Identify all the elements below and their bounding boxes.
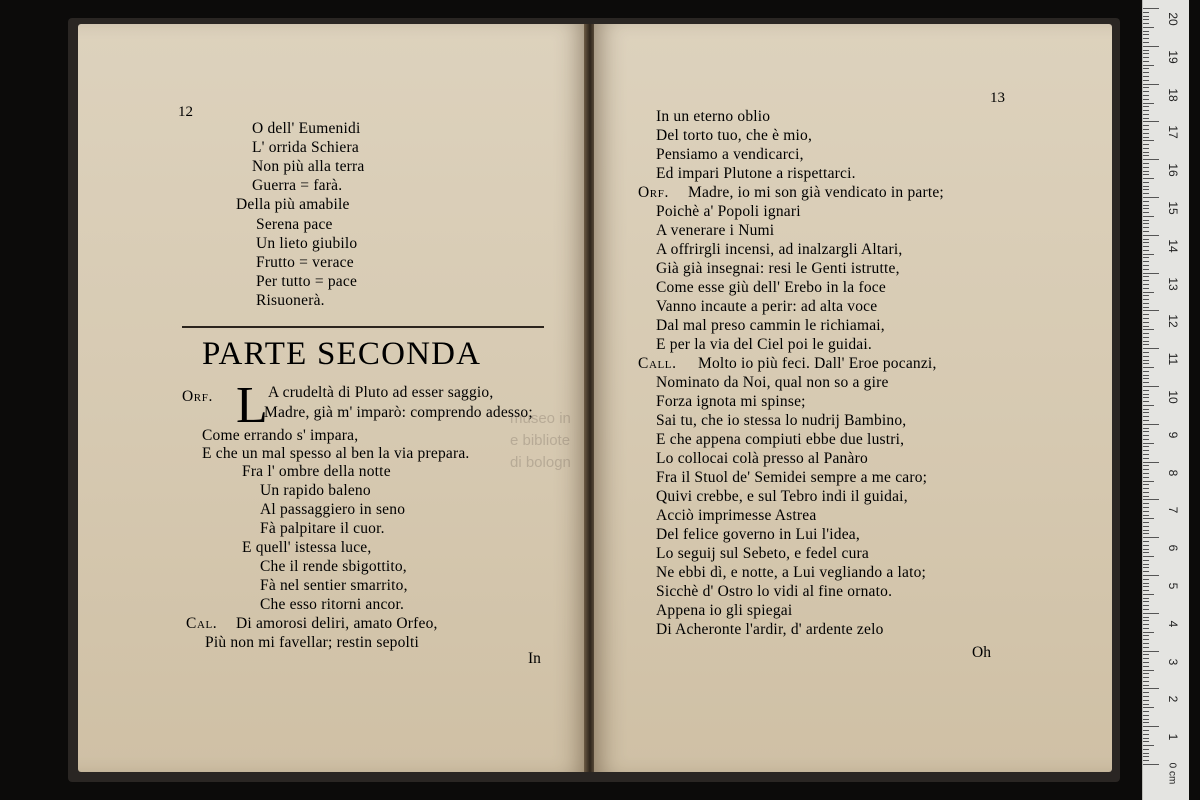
ruler-tick: [1143, 386, 1159, 387]
ruler-tick: [1143, 753, 1149, 754]
ruler-tick: [1143, 454, 1149, 455]
ruler-tick: [1143, 450, 1149, 451]
body-line: Più non mi favellar; restin sepolti: [205, 634, 420, 651]
ruler-tick: [1143, 223, 1149, 224]
ruler-tick: [1143, 654, 1149, 655]
ruler-tick: [1143, 292, 1154, 293]
ruler-tick: [1143, 446, 1149, 447]
ruler-label: 9: [1166, 431, 1180, 439]
ruler-label: 0 cm: [1166, 762, 1178, 785]
ruler-tick: [1143, 499, 1159, 500]
ruler-tick: [1143, 95, 1149, 96]
ruler-tick: [1143, 295, 1149, 296]
ruler-label: 8: [1166, 469, 1180, 476]
ruler-tick: [1143, 68, 1149, 69]
ruler-tick: [1143, 628, 1149, 629]
ruler-tick: [1143, 344, 1149, 345]
body-line: Al passaggiero in seno: [260, 501, 406, 518]
ruler-tick: [1143, 484, 1149, 485]
ruler-tick: [1143, 118, 1149, 119]
library-watermark: [510, 408, 571, 474]
ruler-tick: [1143, 167, 1149, 168]
ruler-tick: [1143, 307, 1149, 308]
ruler-tick: [1143, 401, 1149, 402]
ruler-tick: [1143, 443, 1154, 444]
ruler-tick: [1143, 730, 1149, 731]
ruler-tick: [1143, 375, 1149, 376]
ruler-label: 16: [1166, 163, 1180, 177]
ruler-tick: [1143, 424, 1159, 425]
watermark-line: di bologn: [510, 454, 571, 471]
ruler-label: 18: [1166, 87, 1180, 102]
ruler-tick: [1143, 639, 1149, 640]
body-line: Di Acheronte l'ardir, d' ardente zelo: [656, 621, 884, 638]
ruler-tick: [1143, 140, 1154, 141]
ruler-tick: [1143, 303, 1149, 304]
ruler-tick: [1143, 261, 1149, 262]
watermark-line: museo in: [510, 410, 571, 427]
ruler-tick: [1143, 212, 1149, 213]
ruler-tick: [1143, 670, 1154, 671]
speaker-label: Orf.: [182, 388, 213, 405]
ruler-tick: [1143, 481, 1154, 482]
ruler-tick: [1143, 144, 1149, 145]
ruler-tick: [1143, 27, 1154, 28]
ruler-tick: [1143, 129, 1149, 130]
ruler-tick: [1143, 412, 1149, 413]
ruler-tick: [1143, 560, 1149, 561]
ruler-tick: [1143, 57, 1149, 58]
ruler-tick: [1143, 620, 1149, 621]
ruler-tick: [1143, 533, 1149, 534]
ruler-tick: [1143, 617, 1149, 618]
ruler-tick: [1143, 356, 1149, 357]
speaker-label: Orf.: [638, 184, 669, 201]
verse-line: Un lieto giubilo: [256, 235, 358, 252]
ruler-tick: [1143, 65, 1154, 66]
right-page-number: 13: [990, 90, 1005, 106]
body-line: E che appena compiuti ebbe due lustri,: [656, 431, 905, 448]
ruler-tick: [1143, 428, 1149, 429]
body-line: E che un mal spesso al ben la via prepara.: [202, 445, 470, 462]
ruler-tick: [1143, 299, 1149, 300]
ruler-tick: [1143, 715, 1149, 716]
ruler-tick: [1143, 685, 1149, 686]
ruler-tick: [1143, 590, 1149, 591]
ruler-tick: [1143, 511, 1149, 512]
ruler-tick: [1143, 23, 1149, 24]
ruler-tick: [1143, 352, 1149, 353]
verse-line: Risuonerà.: [256, 292, 325, 309]
ruler-tick: [1143, 764, 1159, 765]
ruler-label: 17: [1166, 125, 1180, 140]
ruler-tick: [1143, 537, 1159, 538]
ruler-tick: [1143, 363, 1149, 364]
ruler-tick: [1143, 205, 1149, 206]
verse-line: Frutto = verace: [256, 254, 354, 271]
ruler-tick: [1143, 469, 1149, 470]
ruler-tick: [1143, 564, 1149, 565]
ruler-tick: [1143, 50, 1149, 51]
ruler-tick: [1143, 288, 1149, 289]
ruler-tick: [1143, 575, 1159, 576]
ruler-tick: [1143, 265, 1149, 266]
ruler-tick: [1143, 673, 1149, 674]
ruler-tick: [1143, 692, 1149, 693]
ruler-tick: [1143, 431, 1149, 432]
ruler-tick: [1143, 760, 1149, 761]
ruler-tick: [1143, 148, 1149, 149]
ruler-tick: [1143, 333, 1149, 334]
ruler-tick: [1143, 756, 1149, 757]
ruler-tick: [1143, 598, 1149, 599]
ruler-label: 14: [1166, 239, 1180, 253]
ruler-tick: [1143, 216, 1154, 217]
ruler-tick: [1143, 409, 1149, 410]
ruler-tick: [1143, 522, 1149, 523]
ruler-tick: [1143, 658, 1149, 659]
body-line: A offrirgli incensi, ad inalzargli Altari,: [656, 241, 903, 258]
ruler-tick: [1143, 734, 1149, 735]
ruler-tick: [1143, 571, 1149, 572]
ruler-tick: [1143, 163, 1149, 164]
ruler-tick: [1143, 549, 1149, 550]
ruler-tick: [1143, 515, 1149, 516]
ruler-tick: [1143, 662, 1149, 663]
ruler-tick: [1143, 507, 1149, 508]
body-line: Nominato da Noi, qual non so a gire: [656, 374, 889, 391]
ruler-tick: [1143, 367, 1154, 368]
ruler-tick: [1143, 310, 1159, 311]
body-line: Molto io più feci. Dall' Eroe pocanzi,: [698, 355, 937, 372]
body-line: Del torto tuo, che è mio,: [656, 127, 813, 144]
body-line: Fra l' ombre della notte: [242, 463, 391, 480]
ruler-label: 19: [1166, 50, 1180, 64]
catchword: In: [528, 650, 541, 667]
ruler-tick: [1143, 246, 1149, 247]
ruler-tick: [1143, 613, 1159, 614]
ruler-tick: [1143, 567, 1149, 568]
ruler-tick: [1143, 647, 1149, 648]
ruler-tick: [1143, 666, 1149, 667]
ruler-tick: [1143, 360, 1149, 361]
ruler-tick: [1143, 254, 1154, 255]
ruler-tick: [1143, 8, 1159, 9]
left-page-number: 12: [178, 104, 193, 120]
ruler-tick: [1143, 390, 1149, 391]
ruler-tick: [1143, 276, 1149, 277]
ruler-label: 15: [1166, 201, 1180, 215]
measurement-ruler: [1142, 0, 1189, 800]
ruler-tick: [1143, 197, 1159, 198]
ruler-tick: [1143, 189, 1149, 190]
ruler-tick: [1143, 84, 1159, 85]
ruler-tick: [1143, 586, 1149, 587]
ruler-tick: [1143, 726, 1159, 727]
ruler-tick: [1143, 242, 1149, 243]
ruler-tick: [1143, 99, 1149, 100]
ruler-tick: [1143, 704, 1149, 705]
ruler-tick: [1143, 711, 1149, 712]
catchword: Oh: [972, 644, 991, 661]
verse-line: Non più alla terra: [252, 158, 365, 175]
body-line: Un rapido baleno: [260, 482, 371, 499]
speaker-label: Call.: [638, 355, 677, 372]
ruler-tick: [1143, 114, 1149, 115]
ruler-tick: [1143, 552, 1149, 553]
verse-line: O dell' Eumenidi: [252, 120, 361, 137]
ruler-tick: [1143, 235, 1159, 236]
ruler-tick: [1143, 465, 1149, 466]
ruler-tick: [1143, 496, 1149, 497]
body-line: Madre, già m' imparò: comprendo adesso;: [264, 404, 533, 421]
ruler-tick: [1143, 91, 1149, 92]
ruler-tick: [1143, 159, 1159, 160]
ruler-tick: [1143, 171, 1149, 172]
ruler-tick: [1143, 174, 1149, 175]
body-line: Pensiamo a vendicarci,: [656, 146, 804, 163]
ruler-tick: [1143, 738, 1149, 739]
ruler-tick: [1143, 231, 1149, 232]
ruler-tick: [1143, 473, 1149, 474]
verse-line: Della più amabile: [236, 196, 350, 213]
body-line: Di amorosi deliri, amato Orfeo,: [236, 615, 438, 632]
body-line: Fà palpitare il cuor.: [260, 520, 385, 537]
ruler-tick: [1143, 239, 1149, 240]
body-line: E per la via del Ciel poi le guidai.: [656, 336, 872, 353]
ruler-tick: [1143, 605, 1149, 606]
ruler-tick: [1143, 651, 1159, 652]
body-line: Lo collocai colà presso al Panàro: [656, 450, 868, 467]
ruler-tick: [1143, 178, 1154, 179]
ruler-tick: [1143, 341, 1149, 342]
body-line: Fra il Stuol de' Semidei sempre a me caro;: [656, 469, 928, 486]
ruler-tick: [1143, 488, 1149, 489]
ruler-tick: [1143, 719, 1149, 720]
ruler-tick: [1143, 632, 1154, 633]
ruler-tick: [1143, 348, 1159, 349]
ruler-tick: [1143, 594, 1154, 595]
ruler-tick: [1143, 72, 1149, 73]
ruler-tick: [1143, 155, 1149, 156]
body-line: Poichè a' Popoli ignari: [656, 203, 801, 220]
ruler-tick: [1143, 503, 1149, 504]
ruler-tick: [1143, 624, 1149, 625]
ruler-tick: [1143, 110, 1149, 111]
ruler-tick: [1143, 273, 1159, 274]
watermark-line: e bibliote: [510, 432, 571, 449]
speaker-label: Cal.: [186, 615, 218, 632]
ruler-tick: [1143, 681, 1149, 682]
ruler-tick: [1143, 439, 1149, 440]
body-line: Lo seguij sul Sebeto, e fedel cura: [656, 545, 869, 562]
ruler-tick: [1143, 80, 1149, 81]
ruler-tick: [1143, 477, 1149, 478]
ruler-tick: [1143, 76, 1149, 77]
ruler-tick: [1143, 707, 1154, 708]
body-line: Ed impari Plutone a rispettarci.: [656, 165, 856, 182]
ruler-tick: [1143, 103, 1154, 104]
ruler-tick: [1143, 87, 1149, 88]
ruler-tick: [1143, 250, 1149, 251]
verse-line: Serena pace: [256, 216, 333, 233]
body-line: In un eterno oblio: [656, 108, 771, 125]
ruler-tick: [1143, 643, 1149, 644]
body-line: Del felice governo in Lui l'idea,: [656, 526, 860, 543]
ruler-label: 12: [1166, 314, 1180, 329]
ruler-tick: [1143, 722, 1149, 723]
body-line: Acciò imprimesse Astrea: [656, 507, 817, 524]
ruler-tick: [1143, 106, 1149, 107]
ruler-tick: [1143, 137, 1149, 138]
ruler-tick: [1143, 182, 1149, 183]
body-line: Che il rende sbigottito,: [260, 558, 407, 575]
ruler-tick: [1143, 46, 1159, 47]
body-line: A venerare i Numi: [656, 222, 775, 239]
ruler-tick: [1143, 609, 1149, 610]
ruler-label: 11: [1166, 352, 1180, 366]
body-line: Che esso ritorni ancor.: [260, 596, 405, 613]
ruler-label: 7: [1166, 507, 1180, 514]
ruler-tick: [1143, 16, 1149, 17]
body-line: Quivi crebbe, e sul Tebro indi il guidai,: [656, 488, 908, 505]
ruler-tick: [1143, 318, 1149, 319]
ruler-tick: [1143, 601, 1149, 602]
ruler-tick: [1143, 583, 1149, 584]
ruler-tick: [1143, 125, 1149, 126]
section-rule: [182, 326, 544, 328]
ruler-tick: [1143, 201, 1149, 202]
ruler-tick: [1143, 635, 1149, 636]
ruler-tick: [1143, 322, 1149, 323]
ruler-tick: [1143, 741, 1149, 742]
ruler-label: 1: [1166, 733, 1180, 741]
body-line: Madre, io mi son già vendicato in parte;: [688, 184, 944, 201]
ruler-tick: [1143, 280, 1149, 281]
ruler-tick: [1143, 696, 1149, 697]
ruler-tick: [1143, 53, 1149, 54]
ruler-tick: [1143, 382, 1149, 383]
ruler-label: 2: [1166, 696, 1180, 703]
ruler-tick: [1143, 526, 1149, 527]
body-line: Sai tu, che io stessa lo nudrij Bambino,: [656, 412, 907, 429]
ruler-label: 5: [1166, 582, 1180, 590]
ruler-label: 20: [1166, 12, 1180, 26]
body-line: Come errando s' impara,: [202, 427, 359, 444]
ruler-tick: [1143, 38, 1149, 39]
body-line: Come esse giù dell' Erebo in la foce: [656, 279, 886, 296]
ruler-tick: [1143, 208, 1149, 209]
ruler-tick: [1143, 518, 1154, 519]
ruler-tick: [1143, 257, 1149, 258]
ruler-tick: [1143, 530, 1149, 531]
body-line: A crudeltà di Pluto ad esser saggio,: [268, 384, 494, 401]
ruler-tick: [1143, 745, 1154, 746]
ruler-tick: [1143, 227, 1149, 228]
verse-line: Guerra = farà.: [252, 177, 343, 194]
ruler-tick: [1143, 492, 1149, 493]
ruler-tick: [1143, 19, 1149, 20]
ruler-tick: [1143, 462, 1159, 463]
body-line: Dal mal preso cammin le richiamai,: [656, 317, 885, 334]
body-line: Ne ebbi dì, e notte, a Lui vegliando a lato;: [656, 564, 927, 581]
body-line: Già già insegnai: resi le Genti istrutte,: [656, 260, 900, 277]
ruler-label: 10: [1166, 390, 1180, 404]
ruler-tick: [1143, 458, 1149, 459]
ruler-tick: [1143, 31, 1149, 32]
ruler-tick: [1143, 193, 1149, 194]
ruler-tick: [1143, 420, 1149, 421]
ruler-tick: [1143, 329, 1154, 330]
ruler-tick: [1143, 541, 1149, 542]
ruler-tick: [1143, 133, 1149, 134]
ruler-label: 13: [1166, 276, 1180, 291]
ruler-label: 6: [1166, 544, 1180, 552]
ruler-tick: [1143, 579, 1149, 580]
ruler-tick: [1143, 326, 1149, 327]
verse-line: Per tutto = pace: [256, 273, 358, 290]
ruler-tick: [1143, 749, 1149, 750]
body-line: Fà nel sentier smarrito,: [260, 577, 408, 594]
ruler-tick: [1143, 378, 1149, 379]
ruler-tick: [1143, 397, 1149, 398]
ruler-tick: [1143, 416, 1149, 417]
ruler-tick: [1143, 61, 1149, 62]
ruler-tick: [1143, 12, 1149, 13]
ruler-tick: [1143, 121, 1159, 122]
ruler-tick: [1143, 314, 1149, 315]
ruler-tick: [1143, 34, 1149, 35]
ruler-label: 3: [1166, 658, 1180, 665]
ruler-tick: [1143, 405, 1154, 406]
ruler-tick: [1143, 545, 1149, 546]
ruler-tick: [1143, 700, 1149, 701]
verse-line: L' orrida Schiera: [252, 139, 359, 156]
ruler-label: 4: [1166, 620, 1180, 628]
body-line: Appena io gli spiegai: [656, 602, 793, 619]
ruler-tick: [1143, 337, 1149, 338]
ruler-tick: [1143, 435, 1149, 436]
ruler-tick: [1143, 42, 1149, 43]
body-line: Vanno incaute a perir: ad alta voce: [656, 298, 878, 315]
ruler-tick: [1143, 186, 1149, 187]
ruler-tick: [1143, 371, 1149, 372]
ruler-tick: [1143, 677, 1149, 678]
ruler-tick: [1143, 152, 1149, 153]
body-line: E quell' istessa luce,: [242, 539, 372, 556]
ruler-tick: [1143, 394, 1149, 395]
ruler-tick: [1143, 269, 1149, 270]
ruler-tick: [1143, 284, 1149, 285]
ruler-tick: [1143, 556, 1154, 557]
ruler-tick: [1143, 688, 1159, 689]
body-line: Sicchè d' Ostro lo vidi al fine ornato.: [656, 583, 893, 600]
section-heading: PARTE SECONDA: [202, 336, 482, 372]
drop-cap: L: [236, 377, 268, 434]
body-line: Forza ignota mi spinse;: [656, 393, 806, 410]
ruler-tick: [1143, 220, 1149, 221]
